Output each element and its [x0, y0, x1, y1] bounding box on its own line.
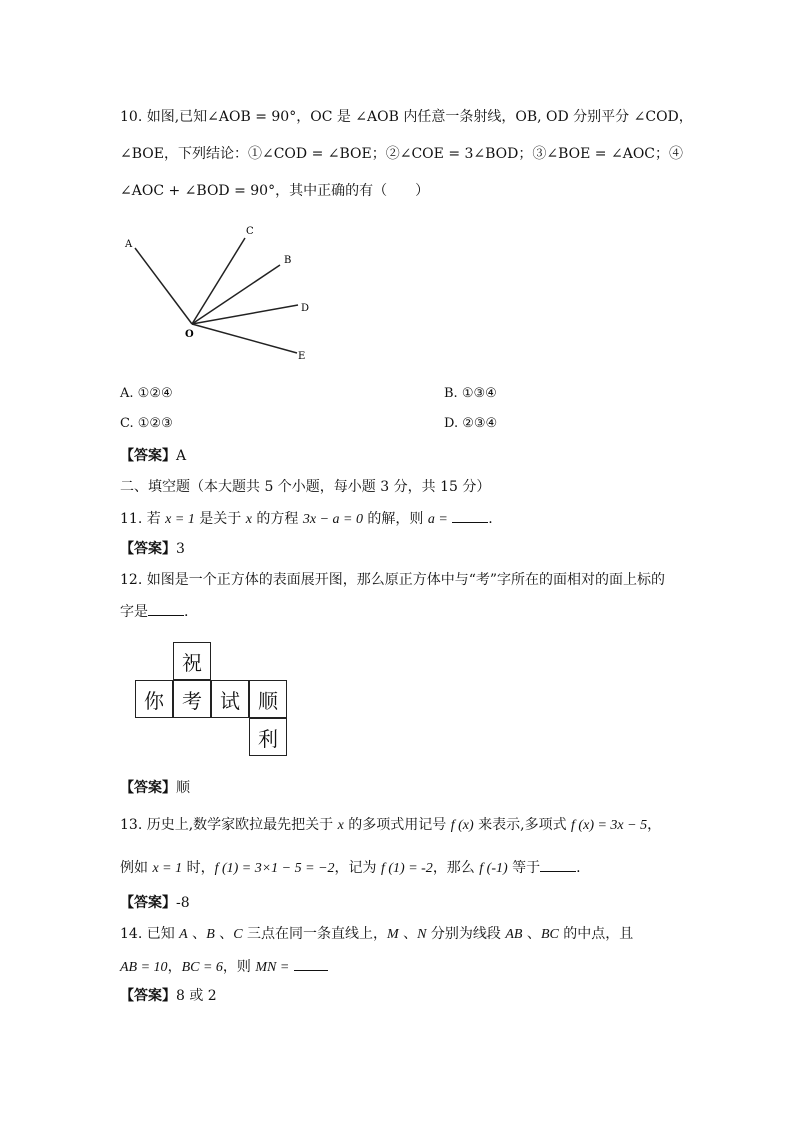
ray-oc — [192, 238, 245, 324]
cube-face-zhu: 祝 — [173, 642, 211, 680]
label-a: A — [125, 239, 133, 250]
q10-line3: ∠AOC + ∠BOD = 90°，其中正确的有（ ） — [120, 183, 430, 199]
label-d: D — [301, 303, 310, 314]
q12-blank[interactable] — [148, 601, 184, 616]
section2-heading: 二、填空题（本大题共 5 个小题，每小题 3 分，共 15 分） — [120, 479, 491, 495]
ray-oa — [135, 248, 192, 324]
cube-face-shi: 试 — [211, 680, 249, 718]
ray-od — [192, 305, 298, 324]
q13-blank[interactable] — [540, 857, 576, 872]
q13-answer: 【答案】-8 — [120, 895, 190, 911]
q11-blank[interactable] — [452, 508, 488, 523]
cube-face-kao: 考 — [173, 680, 211, 718]
q10-angle-figure — [115, 220, 335, 370]
cube-face-ni: 你 — [135, 680, 173, 718]
q11-answer: 【答案】3 — [120, 541, 185, 557]
q14-line1: 14. 已知 A 、B 、C 三点在同一条直线上，M 、N 分别为线段 AB 、BC 的中点，且 — [120, 926, 634, 942]
q12-answer: 【答案】顺 — [120, 780, 190, 796]
q14-line2: AB = 10，BC = 6，则 MN = — [120, 956, 328, 978]
q12-line1: 12. 如图是一个正方体的表面展开图，那么原正方体中与“考”字所在的面相对的面上标的 — [120, 572, 666, 588]
q10-option-c: C. ①②③ — [120, 416, 173, 431]
label-o: O — [185, 329, 194, 340]
q10-option-a: A. ①②④ — [120, 386, 173, 401]
label-e: E — [298, 351, 306, 362]
label-c: C — [246, 226, 254, 237]
label-b: B — [284, 255, 292, 266]
q10-option-d: D. ②③④ — [444, 416, 498, 431]
q10-line1: 10. 如图,已知∠AOB = 90°，OC 是 ∠AOB 内任意一条射线，OB, OD 分别平分 ∠COD， — [120, 109, 693, 125]
q12-line2: 字是 . — [120, 601, 188, 622]
cube-face-shun: 顺 — [249, 680, 287, 718]
q13-line1: 13. 历史上,数学家欧拉最先把关于 x 的多项式用记号 f (x) 来表示,多项式 f (x) = 3x − 5， — [120, 817, 662, 833]
q10-answer: 【答案】A — [120, 448, 187, 464]
q14-blank[interactable] — [294, 956, 328, 971]
ray-ob — [192, 265, 280, 324]
q14-answer: 【答案】8 或 2 — [120, 988, 217, 1004]
cube-face-li: 利 — [249, 718, 287, 756]
q10-option-b: B. ①③④ — [444, 386, 497, 401]
ray-oe — [192, 324, 297, 353]
q10-line2: ∠BOE，下列结论：①∠COD = ∠BOE；②∠COE = 3∠BOD；③∠BOE = ∠AOC；④ — [120, 146, 684, 162]
q13-line2: 例如 x = 1 时，f (1) = 3×1 − 5 = −2，记为 f (1) = -2，那么 f (-1) 等于 . — [120, 857, 581, 879]
q11-line: 11. 若 x = 1 是关于 x 的方程 3x − a = 0 的解，则 a = . — [120, 508, 493, 530]
